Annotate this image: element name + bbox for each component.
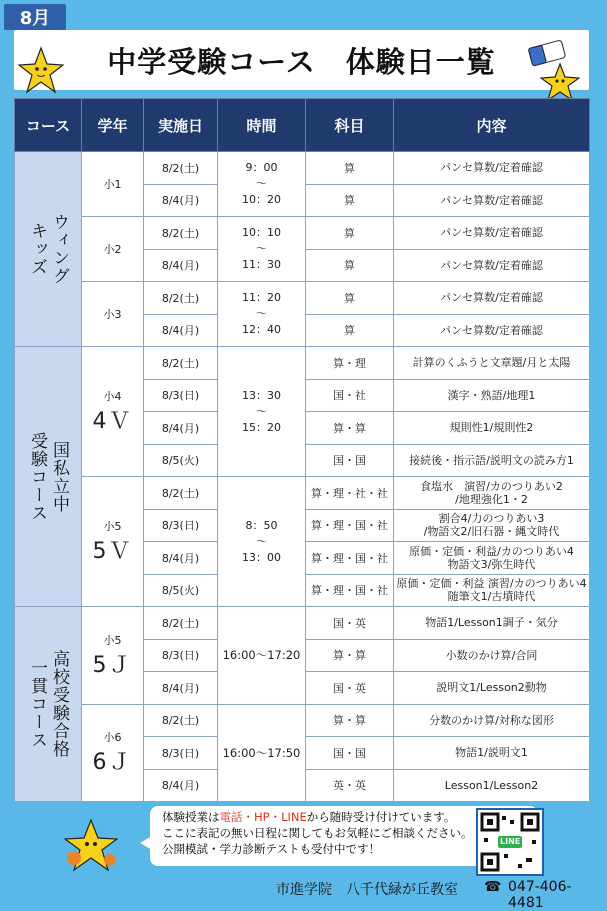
table-row: [15, 704, 590, 737]
content-cell: Lesson1/Lesson2: [394, 769, 590, 802]
grade-class: 5Ｊ: [92, 652, 133, 678]
title-bar: [14, 30, 589, 90]
grade-cell: 小3: [82, 282, 144, 347]
date-cell: 8/3(日): [144, 509, 218, 542]
notice-text: から随時受け付けています。: [306, 810, 456, 824]
time-cell: 16:00～17:20: [218, 607, 306, 705]
subject-cell: 算: [306, 314, 394, 347]
grade-cell: 小2: [82, 217, 144, 282]
month-tag: 8月: [4, 4, 66, 30]
content-cell: 接続後・指示語/説明文の読み方1: [394, 444, 590, 477]
content-cell: 割合4/力のつりあい3 /物語文2/旧石器・縄文時代: [394, 509, 590, 542]
course-name: 高校受験合格 一貫コース: [27, 650, 69, 758]
subject-cell: 国・英: [306, 607, 394, 640]
time-cell: 9：00 ～ 10：20: [218, 152, 306, 217]
content-cell: 原価・定価・利益 演習/カのつりあい4 随筆文1/古墳時代: [394, 574, 590, 607]
school-name: 市進学院 八千代緑が丘教室: [276, 882, 458, 898]
subject-cell: 算: [306, 249, 394, 282]
date-cell: 8/2(土): [144, 282, 218, 315]
content-cell: 分数のかけ算/対称な図形: [394, 704, 590, 737]
star-mascot-icon: [64, 818, 118, 874]
phone-number[interactable]: 047-406-4481: [508, 879, 572, 911]
content-cell: 計算のくふうと文章題/月と太陽: [394, 347, 590, 380]
date-cell: 8/3(日): [144, 639, 218, 672]
content-cell: 説明文1/Lesson2動物: [394, 672, 590, 705]
time-cell: 11：20 ～ 12：40: [218, 282, 306, 347]
time-cell: 16:00～17:50: [218, 704, 306, 802]
date-cell: 8/2(土): [144, 607, 218, 640]
header-course: コース: [15, 99, 82, 152]
grade-cell: 小1: [82, 152, 144, 217]
grade-class: 6Ｊ: [92, 750, 133, 776]
subject-cell: 算・理・国・社: [306, 542, 394, 575]
subject-cell: 算: [306, 282, 394, 315]
date-cell: 8/5(火): [144, 574, 218, 607]
table-row: [15, 477, 590, 510]
date-cell: 8/4(月): [144, 249, 218, 282]
time-cell: 8：50 ～ 13：00: [218, 477, 306, 607]
table-row: [15, 282, 590, 315]
header-grade: 学年: [82, 99, 144, 152]
subject-cell: 国・国: [306, 444, 394, 477]
header-subject: 科目: [306, 99, 394, 152]
table-row: [15, 152, 590, 185]
date-cell: 8/2(土): [144, 477, 218, 510]
subject-cell: 算: [306, 184, 394, 217]
subject-cell: 算・理・社・社: [306, 477, 394, 510]
grade-cell: 小5 5Ｖ: [82, 477, 144, 607]
course-name: 国私立中 受験コース: [27, 431, 69, 522]
subject-cell: 算・理・国・社: [306, 509, 394, 542]
subject-cell: 英・英: [306, 769, 394, 802]
contact-methods[interactable]: 電話・HP・LINE: [219, 810, 307, 824]
grade-cell: 小6 6Ｊ: [82, 704, 144, 802]
subject-cell: 算・算: [306, 639, 394, 672]
time-cell: 10：10 ～ 11：30: [218, 217, 306, 282]
course-name: ウィング キッズ: [27, 213, 69, 285]
notice-line-2: ここに表記の無い日程に関してもお気軽にご相談ください。: [162, 826, 473, 840]
line-qr-code[interactable]: [476, 808, 544, 876]
grade-cell: 小5 5Ｊ: [82, 607, 144, 705]
phone-icon: ☎: [484, 879, 502, 895]
star-mascot-icon: [18, 46, 64, 98]
content-cell: 漢字・熟語/地理1: [394, 379, 590, 412]
table-row: [15, 347, 590, 380]
date-cell: 8/4(月): [144, 412, 218, 445]
time-cell: 13：30 ～ 15：20: [218, 347, 306, 477]
header-content: 内容: [394, 99, 590, 152]
content-cell: パンセ算数/定着確認: [394, 184, 590, 217]
date-cell: 8/4(月): [144, 672, 218, 705]
course-cell: [15, 347, 82, 607]
course-cell: [15, 152, 82, 347]
subject-cell: 算: [306, 152, 394, 185]
notice-line-3: 公開模試・学力診断テストも受付中です！: [162, 842, 381, 856]
notice-text: 体験授業は: [162, 810, 220, 824]
content-cell: 物語1/説明文1: [394, 737, 590, 770]
header-date: 実施日: [144, 99, 218, 152]
schedule-table: [14, 98, 590, 802]
subject-cell: 国・国: [306, 737, 394, 770]
subject-cell: 国・社: [306, 379, 394, 412]
date-cell: 8/2(土): [144, 152, 218, 185]
date-cell: 8/4(月): [144, 542, 218, 575]
subject-cell: 算・理: [306, 347, 394, 380]
subject-cell: 算・理・国・社: [306, 574, 394, 607]
grade-class: 4Ｖ: [92, 409, 133, 434]
date-cell: 8/2(土): [144, 704, 218, 737]
content-cell: 小数のかけ算/合同: [394, 639, 590, 672]
page-title: 中学受験コース 体験日一覧: [107, 44, 496, 79]
date-cell: 8/3(日): [144, 379, 218, 412]
content-cell: パンセ算数/定着確認: [394, 282, 590, 315]
date-cell: 8/2(土): [144, 347, 218, 380]
content-cell: 食塩水 演習/カのつりあい2 /地理強化1・2: [394, 477, 590, 510]
content-cell: 規則性1/規則性2: [394, 412, 590, 445]
content-cell: パンセ算数/定着確認: [394, 152, 590, 185]
table-row: [15, 217, 590, 250]
date-cell: 8/5(火): [144, 444, 218, 477]
content-cell: 物語1/Lesson1調子・気分: [394, 607, 590, 640]
grade-cell: 小4 4Ｖ: [82, 347, 144, 477]
table-row: [15, 607, 590, 640]
grade-class: 5Ｖ: [92, 539, 133, 564]
subject-cell: 算: [306, 217, 394, 250]
content-cell: パンセ算数/定着確認: [394, 314, 590, 347]
table-header-row: [15, 99, 590, 152]
subject-cell: 算・算: [306, 412, 394, 445]
subject-cell: 算・算: [306, 704, 394, 737]
content-cell: パンセ算数/定着確認: [394, 249, 590, 282]
course-cell: [15, 607, 82, 802]
header-time: 時間: [218, 99, 306, 152]
date-cell: 8/4(月): [144, 769, 218, 802]
date-cell: 8/4(月): [144, 184, 218, 217]
qr-line-label: LINE: [500, 837, 521, 846]
date-cell: 8/2(土): [144, 217, 218, 250]
date-cell: 8/4(月): [144, 314, 218, 347]
content-cell: 原価・定価・利益/カのつりあい4 物語文3/弥生時代: [394, 542, 590, 575]
footer: [0, 875, 607, 911]
content-cell: パンセ算数/定着確認: [394, 217, 590, 250]
date-cell: 8/3(日): [144, 737, 218, 770]
subject-cell: 国・英: [306, 672, 394, 705]
